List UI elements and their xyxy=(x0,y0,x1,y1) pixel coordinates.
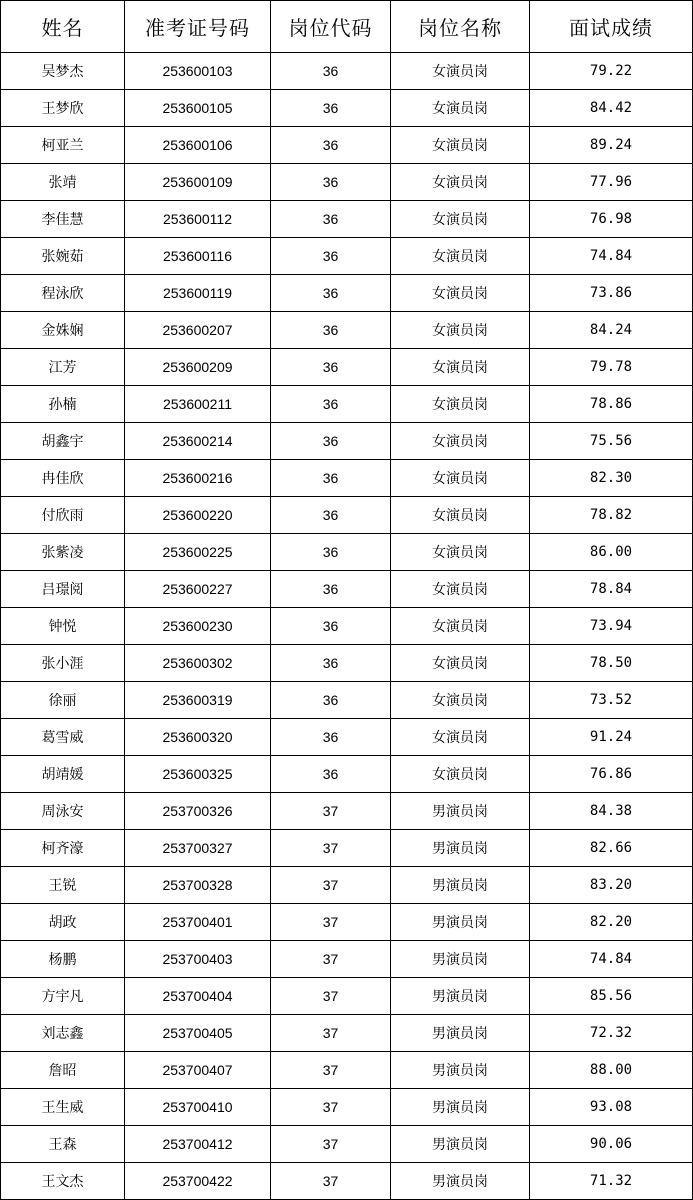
cell-position-code: 36 xyxy=(271,90,391,127)
cell-position-code: 36 xyxy=(271,164,391,201)
cell-exam-number: 253600116 xyxy=(125,238,271,275)
cell-score: 79.22 xyxy=(530,53,693,90)
cell-position-name: 女演员岗 xyxy=(391,201,530,238)
header-row xyxy=(1,1,693,53)
cell-exam-number: 253700326 xyxy=(125,793,271,830)
table-row xyxy=(1,756,693,793)
cell-position-name: 男演员岗 xyxy=(391,1126,530,1163)
table-row xyxy=(1,645,693,682)
cell-exam-number: 253600225 xyxy=(125,534,271,571)
cell-position-code: 36 xyxy=(271,201,391,238)
cell-score: 88.00 xyxy=(530,1052,693,1089)
cell-position-name: 女演员岗 xyxy=(391,349,530,386)
cell-position-code: 36 xyxy=(271,460,391,497)
cell-name: 詹昭 xyxy=(1,1052,125,1089)
cell-score: 76.98 xyxy=(530,201,693,238)
cell-position-name: 男演员岗 xyxy=(391,793,530,830)
table-row xyxy=(1,90,693,127)
cell-position-code: 36 xyxy=(271,571,391,608)
cell-position-code: 36 xyxy=(271,534,391,571)
cell-name: 李佳慧 xyxy=(1,201,125,238)
cell-name: 胡靖媛 xyxy=(1,756,125,793)
cell-score: 79.78 xyxy=(530,349,693,386)
table-row xyxy=(1,201,693,238)
table-row xyxy=(1,460,693,497)
cell-exam-number: 253600220 xyxy=(125,497,271,534)
cell-position-code: 36 xyxy=(271,386,391,423)
cell-position-name: 女演员岗 xyxy=(391,571,530,608)
cell-name: 吴梦杰 xyxy=(1,53,125,90)
cell-name: 冉佳欣 xyxy=(1,460,125,497)
table-row xyxy=(1,904,693,941)
cell-score: 82.30 xyxy=(530,460,693,497)
cell-name: 徐丽 xyxy=(1,682,125,719)
cell-score: 78.82 xyxy=(530,497,693,534)
table-row xyxy=(1,1126,693,1163)
cell-position-name: 女演员岗 xyxy=(391,608,530,645)
cell-name: 柯亚兰 xyxy=(1,127,125,164)
table-row xyxy=(1,1052,693,1089)
table-row xyxy=(1,497,693,534)
cell-name: 付欣雨 xyxy=(1,497,125,534)
cell-score: 83.20 xyxy=(530,867,693,904)
cell-exam-number: 253700327 xyxy=(125,830,271,867)
cell-position-name: 女演员岗 xyxy=(391,164,530,201)
cell-exam-number: 253600325 xyxy=(125,756,271,793)
table-row xyxy=(1,608,693,645)
cell-position-code: 37 xyxy=(271,1052,391,1089)
table-row xyxy=(1,349,693,386)
cell-position-code: 36 xyxy=(271,275,391,312)
cell-position-code: 36 xyxy=(271,608,391,645)
cell-name: 张紫凌 xyxy=(1,534,125,571)
cell-position-name: 男演员岗 xyxy=(391,1015,530,1052)
header-exam-number: 准考证号码 xyxy=(125,1,271,53)
cell-position-code: 36 xyxy=(271,423,391,460)
cell-position-name: 女演员岗 xyxy=(391,53,530,90)
cell-name: 张婉茹 xyxy=(1,238,125,275)
header-position-name: 岗位名称 xyxy=(391,1,530,53)
cell-exam-number: 253600209 xyxy=(125,349,271,386)
cell-score: 90.06 xyxy=(530,1126,693,1163)
cell-score: 77.96 xyxy=(530,164,693,201)
cell-score: 73.86 xyxy=(530,275,693,312)
cell-exam-number: 253600119 xyxy=(125,275,271,312)
table-row xyxy=(1,867,693,904)
cell-name: 金姝娴 xyxy=(1,312,125,349)
cell-name: 张靖 xyxy=(1,164,125,201)
cell-position-code: 37 xyxy=(271,978,391,1015)
cell-score: 84.24 xyxy=(530,312,693,349)
cell-score: 78.86 xyxy=(530,386,693,423)
cell-position-code: 36 xyxy=(271,719,391,756)
cell-score: 85.56 xyxy=(530,978,693,1015)
cell-exam-number: 253600216 xyxy=(125,460,271,497)
cell-score: 71.32 xyxy=(530,1163,693,1200)
table-row xyxy=(1,1089,693,1126)
cell-score: 76.86 xyxy=(530,756,693,793)
cell-score: 86.00 xyxy=(530,534,693,571)
cell-position-name: 女演员岗 xyxy=(391,127,530,164)
cell-name: 王森 xyxy=(1,1126,125,1163)
cell-score: 73.52 xyxy=(530,682,693,719)
cell-score: 78.50 xyxy=(530,645,693,682)
cell-exam-number: 253600103 xyxy=(125,53,271,90)
table-row xyxy=(1,275,693,312)
cell-position-name: 男演员岗 xyxy=(391,867,530,904)
cell-name: 张小涯 xyxy=(1,645,125,682)
cell-exam-number: 253700407 xyxy=(125,1052,271,1089)
cell-position-code: 37 xyxy=(271,1163,391,1200)
cell-exam-number: 253600230 xyxy=(125,608,271,645)
cell-name: 吕璟阅 xyxy=(1,571,125,608)
cell-exam-number: 253700422 xyxy=(125,1163,271,1200)
cell-position-name: 男演员岗 xyxy=(391,1089,530,1126)
cell-position-name: 男演员岗 xyxy=(391,941,530,978)
cell-exam-number: 253600211 xyxy=(125,386,271,423)
cell-name: 胡鑫宇 xyxy=(1,423,125,460)
cell-position-code: 36 xyxy=(271,349,391,386)
cell-position-code: 37 xyxy=(271,904,391,941)
table-row xyxy=(1,682,693,719)
cell-score: 84.38 xyxy=(530,793,693,830)
cell-score: 73.94 xyxy=(530,608,693,645)
cell-exam-number: 253600227 xyxy=(125,571,271,608)
cell-position-name: 女演员岗 xyxy=(391,386,530,423)
cell-position-code: 36 xyxy=(271,238,391,275)
cell-name: 王锐 xyxy=(1,867,125,904)
cell-exam-number: 253600320 xyxy=(125,719,271,756)
table-header xyxy=(1,1,693,53)
cell-position-code: 37 xyxy=(271,1015,391,1052)
cell-position-code: 36 xyxy=(271,645,391,682)
cell-position-name: 女演员岗 xyxy=(391,423,530,460)
cell-name: 孙楠 xyxy=(1,386,125,423)
cell-position-name: 女演员岗 xyxy=(391,534,530,571)
cell-score: 74.84 xyxy=(530,238,693,275)
cell-position-name: 女演员岗 xyxy=(391,719,530,756)
cell-position-name: 男演员岗 xyxy=(391,1163,530,1200)
cell-exam-number: 253600302 xyxy=(125,645,271,682)
table-row xyxy=(1,941,693,978)
cell-position-name: 男演员岗 xyxy=(391,904,530,941)
header-interview-score: 面试成绩 xyxy=(530,1,693,53)
cell-name: 程泳欣 xyxy=(1,275,125,312)
cell-position-code: 37 xyxy=(271,1126,391,1163)
table-row xyxy=(1,164,693,201)
cell-position-code: 37 xyxy=(271,867,391,904)
cell-position-name: 男演员岗 xyxy=(391,830,530,867)
cell-name: 王生威 xyxy=(1,1089,125,1126)
cell-name: 王文杰 xyxy=(1,1163,125,1200)
cell-position-name: 女演员岗 xyxy=(391,460,530,497)
cell-name: 王梦欣 xyxy=(1,90,125,127)
table-row xyxy=(1,719,693,756)
cell-position-code: 36 xyxy=(271,127,391,164)
cell-exam-number: 253600112 xyxy=(125,201,271,238)
cell-position-code: 37 xyxy=(271,793,391,830)
cell-exam-number: 253700328 xyxy=(125,867,271,904)
cell-position-code: 36 xyxy=(271,682,391,719)
cell-name: 方宇凡 xyxy=(1,978,125,1015)
cell-score: 89.24 xyxy=(530,127,693,164)
cell-position-code: 36 xyxy=(271,53,391,90)
cell-exam-number: 253600106 xyxy=(125,127,271,164)
cell-score: 78.84 xyxy=(530,571,693,608)
cell-position-name: 女演员岗 xyxy=(391,756,530,793)
table-row xyxy=(1,127,693,164)
cell-position-code: 37 xyxy=(271,830,391,867)
table-body xyxy=(1,53,693,1200)
cell-exam-number: 253700401 xyxy=(125,904,271,941)
table-row xyxy=(1,53,693,90)
table-row xyxy=(1,534,693,571)
cell-position-code: 37 xyxy=(271,941,391,978)
cell-name: 刘志鑫 xyxy=(1,1015,125,1052)
cell-name: 钟悦 xyxy=(1,608,125,645)
table-row xyxy=(1,793,693,830)
cell-name: 胡政 xyxy=(1,904,125,941)
cell-score: 72.32 xyxy=(530,1015,693,1052)
cell-score: 74.84 xyxy=(530,941,693,978)
cell-position-name: 女演员岗 xyxy=(391,90,530,127)
cell-name: 柯齐濠 xyxy=(1,830,125,867)
cell-score: 84.42 xyxy=(530,90,693,127)
cell-position-name: 女演员岗 xyxy=(391,682,530,719)
cell-position-name: 女演员岗 xyxy=(391,312,530,349)
cell-name: 杨鹏 xyxy=(1,941,125,978)
table-row xyxy=(1,386,693,423)
cell-exam-number: 253600207 xyxy=(125,312,271,349)
cell-exam-number: 253700410 xyxy=(125,1089,271,1126)
table-row xyxy=(1,1015,693,1052)
table-row xyxy=(1,238,693,275)
cell-name: 周泳安 xyxy=(1,793,125,830)
cell-exam-number: 253700412 xyxy=(125,1126,271,1163)
cell-score: 82.20 xyxy=(530,904,693,941)
table-row xyxy=(1,978,693,1015)
cell-position-code: 36 xyxy=(271,312,391,349)
cell-position-name: 女演员岗 xyxy=(391,497,530,534)
cell-position-name: 女演员岗 xyxy=(391,238,530,275)
cell-score: 93.08 xyxy=(530,1089,693,1126)
table-row xyxy=(1,1163,693,1200)
header-position-code: 岗位代码 xyxy=(271,1,391,53)
table-row xyxy=(1,571,693,608)
cell-position-code: 36 xyxy=(271,756,391,793)
cell-name: 江芳 xyxy=(1,349,125,386)
cell-exam-number: 253600109 xyxy=(125,164,271,201)
header-name: 姓名 xyxy=(1,1,125,53)
cell-exam-number: 253700404 xyxy=(125,978,271,1015)
table-row xyxy=(1,830,693,867)
cell-exam-number: 253600105 xyxy=(125,90,271,127)
cell-exam-number: 253700405 xyxy=(125,1015,271,1052)
cell-position-name: 女演员岗 xyxy=(391,275,530,312)
cell-position-code: 36 xyxy=(271,497,391,534)
cell-score: 75.56 xyxy=(530,423,693,460)
cell-position-name: 女演员岗 xyxy=(391,645,530,682)
cell-position-name: 男演员岗 xyxy=(391,1052,530,1089)
cell-score: 82.66 xyxy=(530,830,693,867)
cell-exam-number: 253600214 xyxy=(125,423,271,460)
cell-score: 91.24 xyxy=(530,719,693,756)
cell-name: 葛雪威 xyxy=(1,719,125,756)
cell-exam-number: 253600319 xyxy=(125,682,271,719)
cell-position-code: 37 xyxy=(271,1089,391,1126)
cell-exam-number: 253700403 xyxy=(125,941,271,978)
cell-position-name: 男演员岗 xyxy=(391,978,530,1015)
table-row xyxy=(1,423,693,460)
table-row xyxy=(1,312,693,349)
